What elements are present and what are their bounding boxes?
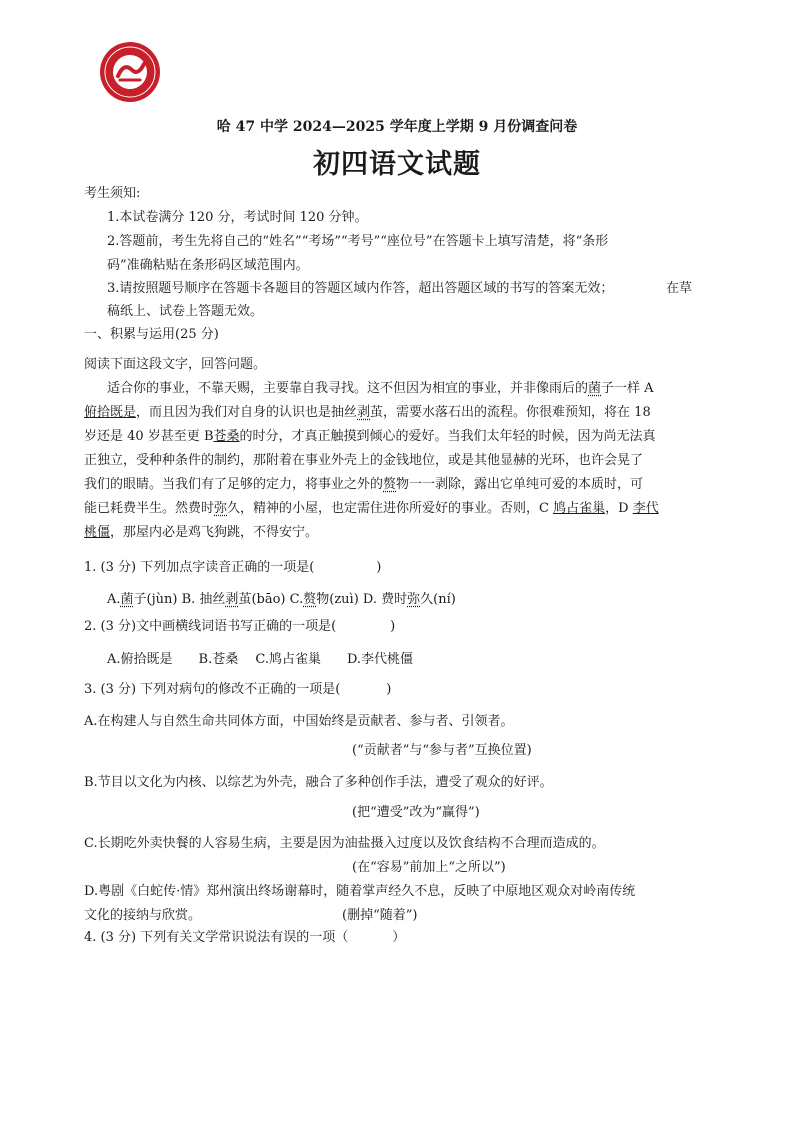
question-4-stem: 4. (3 分) 下列有关文学常识说法有误的一项（ ） — [84, 930, 406, 945]
question-1-options: A.菌子(jùn) B. 抽丝剥茧(bāo) C.赘物(zuì) D. 费时弥久(ní) — [107, 592, 456, 607]
question-3-option-d: D.粤剧《白蛇传·情》郑州演出终场谢幕时，随着掌声经久不息，反映了中原地区观众对岭南传统 — [84, 884, 636, 899]
question-1-stem: 1. (3 分) 下列加点字读音正确的一项是( ) — [84, 560, 382, 575]
passage-line-7: 桃僵，那屋内必是鸡飞狗跳，不得安宁。 — [84, 525, 319, 540]
school-exam-line: 哈 47 中学 2024—2025 学年度上学期 9 月份调查问卷 — [216, 119, 578, 135]
notice-item-3-cont: 稿纸上、试卷上答题无效。 — [107, 304, 264, 319]
question-3-option-c: C.长期吃外卖快餐的人容易生病，主要是因为油盐摄入过度以及饮食结构不合理而造成的。 — [84, 836, 605, 851]
passage-line-2: 俯拾既是，而且因为我们对自身的认识也是抽丝剥茧，需要水落石出的流程。你很难预知，将在 18 — [84, 405, 651, 420]
question-2-options: A.俯拾既是 B.苍桑 C.鸠占雀巢 D.李代桃僵 — [107, 652, 414, 667]
passage-line-5: 我们的眼睛。当我们有了足够的定力，将事业之外的赘物一一剥除，露出它单纯可爱的本质时，可 — [84, 477, 644, 492]
notice-item-2: 2.答题前，考生先将自己的“姓名”“考场”“考号”“座位号”在答题卡上填写清楚，将“条形 — [107, 234, 609, 249]
notice-item-3-tail: 在草 — [666, 281, 693, 296]
question-2-stem: 2. (3 分)文中画横线词语书写正确的一项是( ) — [84, 619, 396, 634]
section-heading: 一、积累与运用(25 分) — [84, 327, 219, 342]
question-3-option-b: B.节目以文化为内核、以综艺为外壳，融合了多种创作手法，遭受了观众的好评。 — [84, 775, 553, 790]
question-3-option-a-fix: (“贡献者”与“参与者”互换位置) — [352, 743, 532, 758]
question-3-option-c-fix: (在“容易”前加上“之所以”) — [352, 860, 506, 875]
question-3-stem: 3. (3 分) 下列对病句的修改不正确的一项是( ) — [84, 682, 392, 697]
question-3-option-a: A.在构建人与自然生命共同体方面，中国始终是贡献者、参与者、引领者。 — [84, 714, 514, 729]
question-3-option-b-fix: (把“遭受”改为“赢得”) — [352, 805, 480, 820]
passage-line-1: 适合你的事业，不靠天赐，主要靠自我寻找。这不但因为相宜的事业，并非像雨后的菌子一样 A — [107, 381, 654, 396]
notice-item-2-cont: 码”准确粘贴在条形码区域范围内。 — [107, 258, 309, 273]
passage-line-4: 正独立，受种种条件的制约，那附着在事业外壳上的金钱地位，或是其他显赫的光环，也许会晃了 — [84, 453, 644, 468]
question-3-option-d-cont: 文化的接纳与欣赏。 — [84, 908, 202, 923]
reading-prompt: 阅读下面这段文字，回答问题。 — [84, 357, 267, 372]
notice-item-1: 1.本试卷满分 120 分，考试时间 120 分钟。 — [107, 210, 368, 225]
notice-heading: 考生须知: — [84, 186, 141, 201]
exam-title: 初四语文试题 — [313, 149, 481, 180]
passage-line-6: 能已耗费半生。然费时弥久，精神的小屋，也定需住进你所爱好的事业。否则，C 鸠占雀巢，D 李代 — [84, 501, 659, 516]
passage-line-3: 岁还是 40 岁甚至更 B苍桑的时分，才真正触摸到倾心的爱好。当我们太年轻的时候，因为尚无法真 — [84, 429, 656, 444]
notice-item-3: 3.请按照题号顺序在答题卡各题目的答题区域内作答，超出答题区域的书写的答案无效； — [107, 281, 614, 296]
question-3-option-d-fix: (删掉“随着”) — [342, 908, 418, 923]
school-logo-icon — [98, 40, 162, 104]
